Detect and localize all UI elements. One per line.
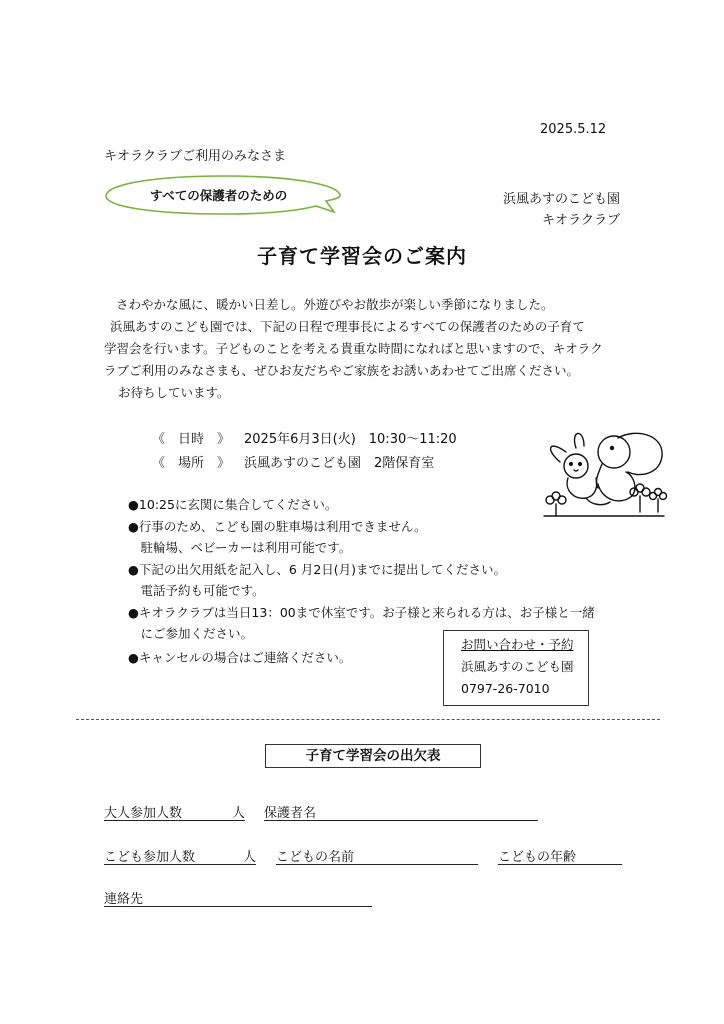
org-name: 浜風あすのこども園 [502, 192, 620, 207]
contact-field[interactable] [104, 906, 372, 907]
child-age-field[interactable] [498, 864, 622, 865]
date-value: 2025年6月3日(火) 10:30～11:20 [244, 432, 457, 447]
note-item: ●10:25に玄関に集合してください。 [128, 497, 338, 512]
date-label: 《 日時 》 [152, 432, 231, 447]
contact-box [443, 630, 589, 706]
contact-heading: お問い合わせ・予約 [461, 637, 574, 652]
child-count-unit: 人 [243, 850, 257, 865]
intro-line: さわやかな風に、暖かい日差し。外遊びやお散歩が楽しい季節になりました。 [116, 297, 554, 312]
adult-count-label: 大人参加人数 [104, 806, 183, 821]
child-count-label: こども参加人数 [104, 850, 196, 865]
note-item: ●キオラクラブは当日13：00まで休室です。お子様と来られる方は、お子様と一緒 [128, 604, 595, 620]
child-age-label: こどもの年齢 [498, 850, 577, 865]
speech-bubble-text: すべての保護者のための [150, 188, 288, 203]
detail-labels [152, 428, 230, 476]
intro-paragraph [104, 294, 603, 404]
child-name-label: こどもの名前 [276, 850, 355, 865]
cut-line [76, 719, 660, 720]
contact-label: 連絡先 [104, 892, 144, 907]
recipient-line: キオラクラブご利用のみなさま [104, 149, 287, 164]
note-item: 電話予約も可能です。 [128, 583, 265, 598]
adult-count-field[interactable] [104, 820, 245, 821]
intro-line: お待ちしています。 [118, 385, 230, 400]
form-title: 子育て学習会の出欠表 [265, 744, 481, 768]
page-title: 子育て学習会のご案内 [257, 244, 467, 268]
note-item: 駐輪場、ベビーカーは利用可能です。 [128, 540, 352, 555]
detail-values [244, 428, 457, 476]
intro-line: ラブご利用のみなさまも、ぜひお友だちやご家族をお誘いあわせてご出席ください。 [104, 363, 580, 378]
guardian-name-field[interactable] [264, 820, 538, 821]
intro-line: 学習会を行います。子どものことを考える貴重な時間になればと思いますので、キオラク [104, 341, 603, 356]
contact-phone: 0797-26-7010 [461, 681, 550, 696]
elephant-and-rabbit-with-flowers-icon [540, 426, 668, 520]
note-item: ●行事のため、こども園の駐車場は利用できません。 [128, 518, 427, 534]
org-club: キオラクラブ [541, 213, 620, 228]
document-date: 2025.5.12 [540, 122, 607, 137]
place-value: 浜風あすのこども園 2階保育室 [244, 456, 435, 471]
note-item: にご参加ください。 [128, 626, 254, 641]
guardian-name-label: 保護者名 [264, 806, 317, 821]
contact-name: 浜風あすのこども園 [461, 659, 574, 674]
child-name-field[interactable] [276, 864, 478, 865]
place-label: 《 場所 》 [152, 456, 231, 471]
note-item: ●下記の出欠用紙を記入し、6 月2日(月)までに提出してください。 [128, 561, 507, 577]
note-item: ●キャンセルの場合はご連絡ください。 [128, 650, 352, 665]
child-count-field[interactable] [104, 864, 256, 865]
adult-count-unit: 人 [232, 806, 246, 821]
intro-line: 浜風あすのこども園では、下記の日程で理事長によるすべての保護者のための子育て [110, 319, 585, 334]
